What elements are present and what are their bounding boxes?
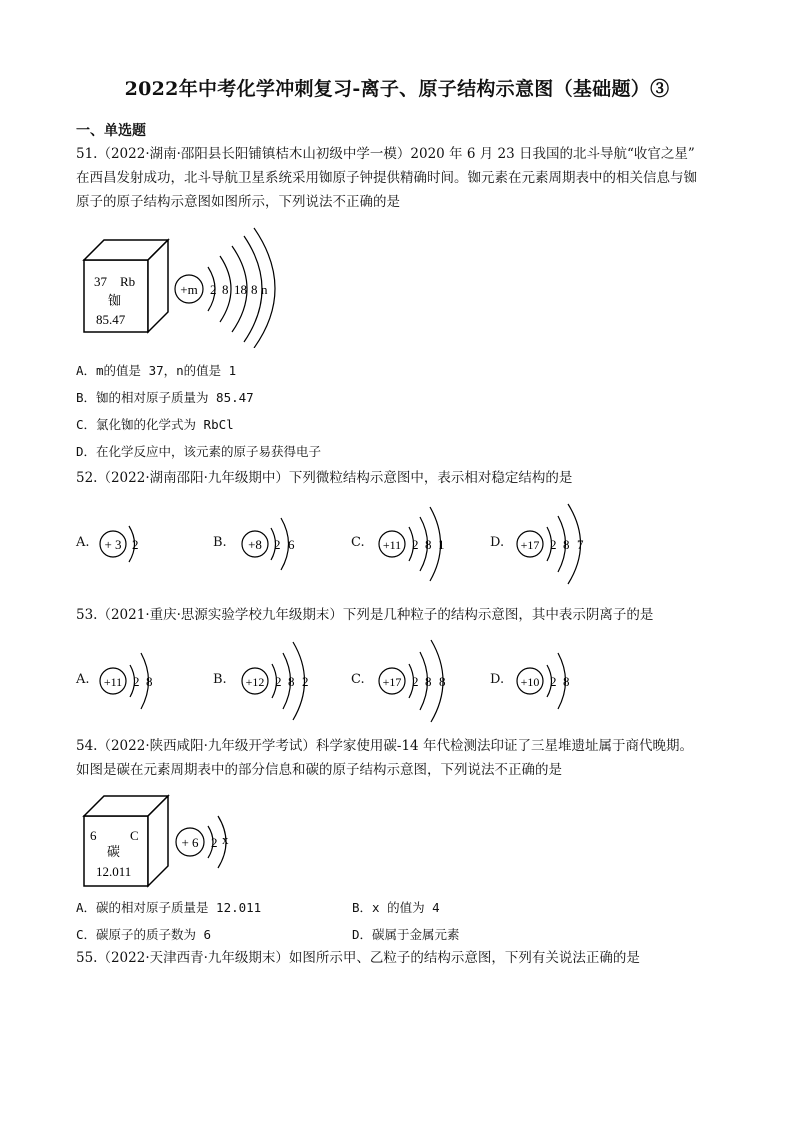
electron-count: 8 — [563, 537, 570, 552]
electron-count: 2 — [210, 282, 217, 297]
question-51-option-b: B．铷的相对原子质量为 85.47 — [76, 390, 254, 405]
electron-count: 8 — [222, 282, 229, 297]
atomic-structure-diagram — [175, 228, 275, 348]
question-54-figure — [76, 792, 256, 892]
element-name: 铷 — [108, 293, 122, 308]
electron-count: 2 — [132, 537, 139, 552]
page-title: 2022年中考化学冲刺复习-离子、原子结构示意图（基础题）③ — [124, 78, 670, 100]
question-51-line-2: 在西昌发射成功，北斗导航卫星系统采用铷原子钟提供精确时间。铷元素在元素周期表中的相关信息与铷 — [76, 170, 697, 186]
electron-count: 6 — [288, 537, 295, 552]
nucleus-charge: +m — [180, 282, 198, 297]
periodic-table-cell-carbon — [84, 796, 168, 886]
electron-count: 1 — [438, 537, 445, 552]
question-52-option-c-letter: C. — [351, 535, 365, 550]
question-52-option-c-diagram — [375, 505, 470, 585]
question-52-option-d-letter: D. — [490, 535, 505, 550]
question-54-option-d: D．碳属于金属元素 — [352, 927, 460, 942]
element-symbol: C — [130, 828, 139, 843]
electron-count: 2 — [211, 835, 218, 850]
electron-count: 2 — [302, 674, 309, 689]
nucleus-charge: + 3 — [104, 537, 122, 552]
electron-count: x — [222, 832, 229, 847]
electron-count: 8 — [146, 674, 153, 689]
question-53-option-d-diagram — [513, 645, 603, 720]
question-52-option-a-diagram — [96, 510, 186, 582]
question-53-option-b-letter: B. — [213, 672, 227, 687]
question-54-line-1: 54.（2022·陕西咸阳·九年级开学考试）科学家使用碳-14 年代检测法印证了三星堆遗址属于商代晚期。 — [76, 738, 693, 754]
question-54-option-a: A．碳的相对原子质量是 12.011 — [76, 900, 262, 915]
question-51-option-d: D．在化学反应中，该元素的原子易获得电子 — [76, 444, 322, 459]
question-51-stem — [76, 142, 726, 214]
question-53-option-c-diagram — [375, 636, 475, 728]
question-51-line-1: 51.（2022·湖南·邵阳县长阳铺镇桔木山初级中学一模）2020 年 6 月 23 日我国的北斗导航“收官之星” — [76, 146, 695, 162]
question-54-option-b: B．x 的值为 4 — [352, 900, 440, 915]
nucleus-charge: +11 — [382, 538, 402, 552]
question-55-stem — [76, 946, 726, 970]
electron-count: 2 — [550, 674, 557, 689]
question-53-stem — [76, 603, 726, 627]
electron-count: 2 — [412, 537, 419, 552]
nucleus-charge: +8 — [248, 537, 262, 552]
element-symbol: Rb — [120, 274, 136, 289]
electron-count: 2 — [133, 674, 140, 689]
nucleus-charge: +17 — [382, 675, 402, 689]
electron-count: 8 — [439, 674, 446, 689]
nucleus-charge: +17 — [520, 538, 540, 552]
question-54-stem — [76, 734, 726, 782]
question-54-option-c: C．碳原子的质子数为 6 — [76, 927, 212, 942]
element-mass: 12.011 — [96, 864, 132, 879]
question-52-line: 52.（2022·湖南邵阳·九年级期中）下列微粒结构示意图中，表示相对稳定结构的是 — [76, 470, 573, 486]
question-53-option-c-letter: C. — [351, 672, 365, 687]
question-53-option-b-diagram — [238, 640, 333, 725]
question-53-option-a-letter: A. — [76, 672, 90, 687]
element-mass: 85.47 — [96, 312, 126, 327]
electron-count: 8 — [425, 674, 432, 689]
question-55-line: 55.（2022·天津西青·九年级期末）如图所示甲、乙粒子的结构示意图，下列有关说法正确的是 — [76, 950, 640, 966]
electron-count: 18 — [234, 282, 247, 297]
electron-count: 2 — [274, 537, 281, 552]
electron-count: 2 — [275, 674, 282, 689]
question-51-figure — [76, 226, 286, 348]
element-name: 碳 — [107, 844, 121, 859]
nucleus-charge: +10 — [520, 675, 540, 689]
periodic-table-cell-rubidium — [84, 240, 168, 332]
electron-count: 2 — [550, 537, 557, 552]
question-52-option-b-diagram — [238, 510, 328, 582]
question-53-line: 53.（2021·重庆·思源实验学校九年级期末）下列是几种粒子的结构示意图，其中表示阴离子的是 — [76, 607, 654, 623]
question-52-stem — [76, 466, 726, 490]
question-51-line-3: 原子的原子结构示意图如图所示，下列说法不正确的是 — [76, 194, 400, 210]
electron-count: 8 — [288, 674, 295, 689]
electron-count: 8 — [425, 537, 432, 552]
question-53-option-a-diagram — [96, 645, 186, 720]
section-heading: 一、单选题 — [76, 123, 146, 139]
question-51-option-c: C．氯化铷的化学式为 RbCl — [76, 417, 234, 432]
nucleus-charge: + 6 — [181, 835, 199, 850]
element-number: 6 — [90, 828, 97, 843]
element-number: 37 — [94, 274, 107, 289]
question-52-option-d-diagram — [513, 500, 613, 590]
question-52-option-b-letter: B. — [213, 535, 227, 550]
electron-count: 7 — [577, 537, 584, 552]
question-51-option-a: A．m的值是 37，n的值是 1 — [76, 363, 237, 378]
nucleus-charge: +11 — [103, 675, 123, 689]
question-54-line-2: 如图是碳在元素周期表中的部分信息和碳的原子结构示意图，下列说法不正确的是 — [76, 762, 562, 778]
atomic-structure-diagram — [176, 816, 229, 868]
question-53-option-d-letter: D. — [490, 672, 505, 687]
electron-count: 2 — [412, 674, 419, 689]
nucleus-charge: +12 — [245, 675, 265, 689]
question-52-option-a-letter: A. — [76, 535, 90, 550]
electron-count: 8 — [251, 282, 258, 297]
electron-count: n — [261, 282, 268, 297]
electron-count: 8 — [563, 674, 570, 689]
